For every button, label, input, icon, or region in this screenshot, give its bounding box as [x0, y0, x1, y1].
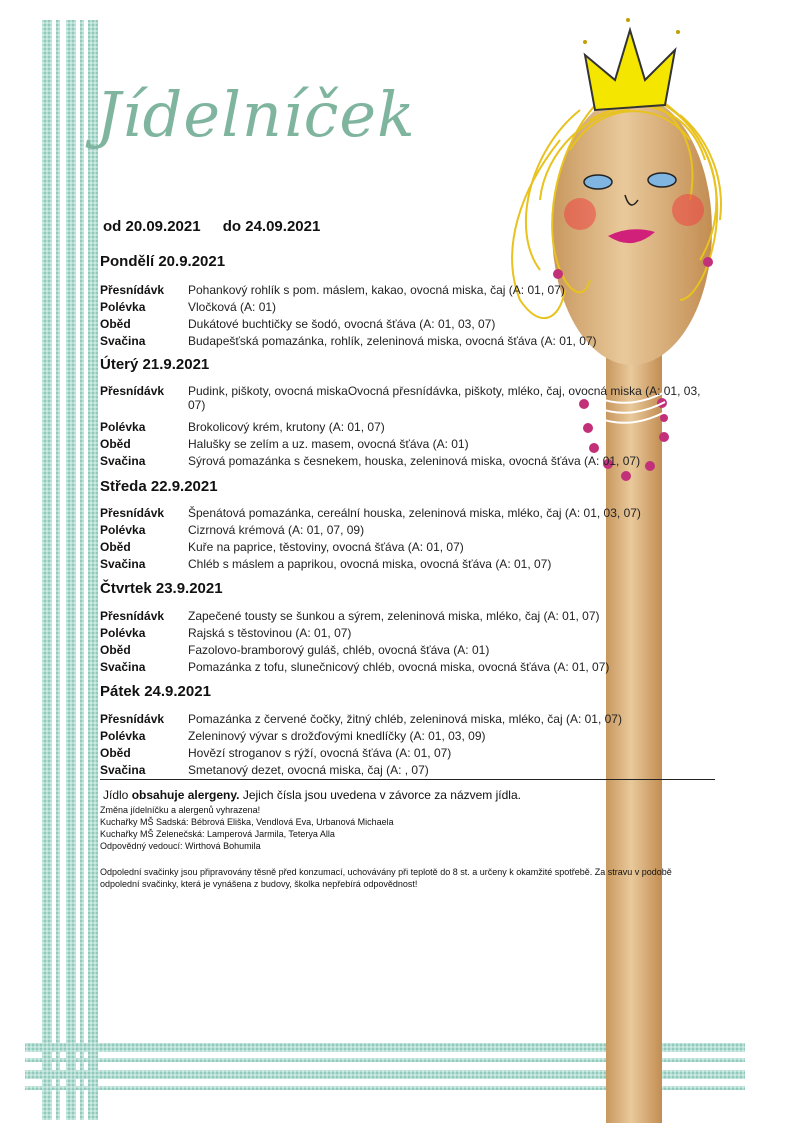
meal-label: Svačina [100, 660, 146, 674]
meal-label: Přesnídávk [100, 283, 165, 297]
meal-row [100, 763, 718, 777]
meal-text: Zeleninový vývar s drožďovými knedlíčky (A: 01, 03, 09) [188, 729, 486, 743]
meal-row [100, 506, 718, 520]
meal-label: Přesnídávk [100, 384, 165, 398]
allergen-note [103, 788, 521, 802]
meal-row [100, 540, 718, 554]
meal-text: Pohankový rohlík s pom. máslem, kakao, ovocná miska, čaj (A: 01, 07) [188, 283, 565, 297]
meal-label: Oběd [100, 317, 131, 331]
meal-row [100, 334, 718, 348]
meal-row [100, 454, 718, 468]
meal-text: Fazolovo-bramborový guláš, chléb, ovocná šťáva (A: 01) [188, 643, 490, 657]
meal-row [100, 746, 718, 760]
meal-label: Svačina [100, 763, 146, 777]
meal-label: Oběd [100, 643, 131, 657]
meal-row [100, 300, 718, 314]
meal-label: Oběd [100, 540, 131, 554]
day-heading-tuesday: Úterý 21.9.2021 [100, 356, 210, 373]
snack-info-line1: Odpolední svačinky jsou připravovány těsně před konzumací, uchovávány při teplotě do 8 st. a určeny k okamžité spotřebě. Za stravu v podobě [100, 867, 672, 877]
meal-row [100, 643, 718, 657]
meal-text: Pomazánka z tofu, slunečnicový chléb, ovocná miska, ovocná šťáva (A: 01, 07) [188, 660, 610, 674]
cooks-sadska: Kuchařky MŠ Sadská: Bébrová Eliška, Vendlová Eva, Urbanová Michaela [100, 817, 394, 827]
meal-text: Sýrová pomazánka s česnekem, houska, zeleninová miska, ovocná šťáva (A: 01, 07) [188, 454, 641, 468]
meal-text: Budapešťská pomazánka, rohlík, zeleninová miska, ovocná šťáva (A: 01, 07) [188, 334, 597, 348]
allergen-note-bold: obsahuje alergeny. [131, 788, 240, 802]
change-note: Změna jídelníčku a alergenů vyhrazena! [100, 805, 261, 815]
meal-label: Svačina [100, 454, 146, 468]
meal-label: Polévka [100, 420, 146, 434]
day-heading-thursday: Čtvrtek 23.9.2021 [100, 580, 223, 597]
meal-text: Hovězí stroganov s rýží, ovocná šťáva (A: 01, 07) [188, 746, 452, 760]
meal-label: Polévka [100, 626, 146, 640]
manager-note: Odpovědný vedoucí: Wirthová Bohumila [100, 841, 261, 851]
divider [100, 779, 715, 780]
meal-text: Halušky se zelím a uz. masem, ovocná šťáva (A: 01) [188, 437, 469, 451]
snack-info-line2: odpolední svačinky, která je vynášena z budovy, školka nepřebírá odpovědnost! [100, 879, 418, 889]
crown-icon [583, 18, 680, 110]
meal-text: Pudink, piškoty, ovocná miskaOvocná přesnídávka, piškoty, mléko, čaj, ovocná miska (A: 01, 03, 07) [188, 384, 701, 412]
meal-label: Přesnídávk [100, 506, 165, 520]
meal-row [100, 729, 718, 743]
meal-text: Kuře na paprice, těstoviny, ovocná šťáva (A: 01, 07) [188, 540, 464, 554]
meal-label: Přesnídávk [100, 609, 165, 623]
meal-row [100, 660, 718, 674]
meal-label: Oběd [100, 746, 131, 760]
meal-text: Pomazánka z červené čočky, žitný chléb, zeleninová miska, mléko, čaj (A: 01, 07) [188, 712, 622, 726]
meal-row [100, 317, 718, 331]
meal-text: Brokolicový krém, krutony (A: 01, 07) [188, 420, 385, 434]
allergen-note-start: Jídlo [103, 788, 132, 802]
meal-text: Rajská s těstovinou (A: 01, 07) [188, 626, 352, 640]
meal-row [100, 609, 718, 623]
meal-row [100, 384, 718, 412]
page-title: Jídelníček [96, 78, 416, 151]
meal-label: Svačina [100, 557, 146, 571]
meal-text: Zapečené tousty se šunkou a sýrem, zeleninová miska, mléko, čaj (A: 01, 07) [188, 609, 600, 623]
allergen-note-end: Jejich čísla jsou uvedena v závorce za názvem jídla. [239, 788, 521, 802]
day-heading-monday: Pondělí 20.9.2021 [100, 253, 226, 270]
meal-row [100, 283, 718, 297]
date-range [103, 218, 338, 235]
meal-row [100, 626, 718, 640]
date-from: od 20.09.2021 [103, 218, 201, 235]
meal-label: Polévka [100, 300, 146, 314]
meal-label: Svačina [100, 334, 146, 348]
meal-label: Oběd [100, 437, 131, 451]
cooks-zelenecska: Kuchařky MŠ Zelenečská: Lamperová Jarmila, Teterya Alla [100, 829, 335, 839]
meal-row [100, 712, 718, 726]
meal-text: Dukátové buchtičky se šodó, ovocná šťáva (A: 01, 03, 07) [188, 317, 496, 331]
meal-row [100, 523, 718, 537]
meal-label: Přesnídávk [100, 712, 165, 726]
date-to: do 24.09.2021 [222, 218, 321, 235]
meal-row [100, 437, 718, 451]
meal-text: Chléb s máslem a paprikou, ovocná miska, ovocná šťáva (A: 01, 07) [188, 557, 552, 571]
day-heading-friday: Pátek 24.9.2021 [100, 683, 211, 700]
meal-label: Polévka [100, 729, 146, 743]
meal-row [100, 420, 718, 434]
meal-label: Polévka [100, 523, 146, 537]
meal-text: Cizrnová krémová (A: 01, 07, 09) [188, 523, 365, 537]
meal-text: Smetanový dezet, ovocná miska, čaj (A: , 07) [188, 763, 429, 777]
meal-row [100, 557, 718, 571]
meal-text: Vločková (A: 01) [188, 300, 277, 314]
meal-text: Špenátová pomazánka, cereální houska, zeleninová miska, mléko, čaj (A: 01, 03, 07) [188, 506, 641, 520]
day-heading-wednesday: Středa 22.9.2021 [100, 478, 218, 495]
